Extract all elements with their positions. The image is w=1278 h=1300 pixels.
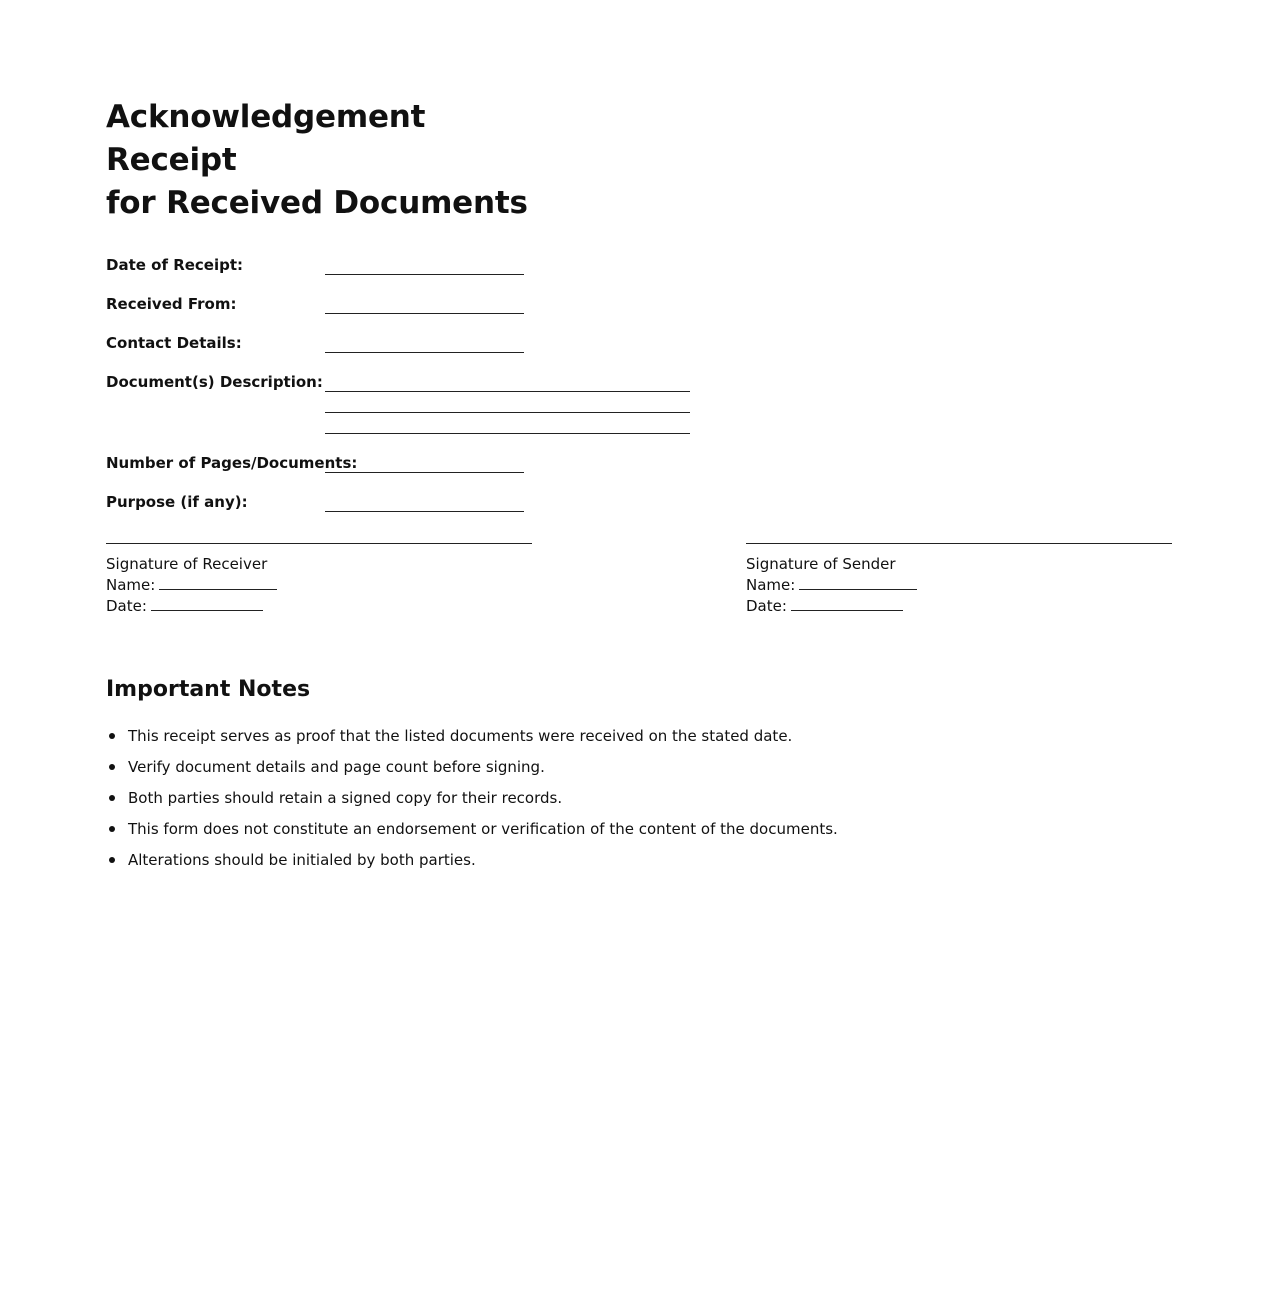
- receiver-signature-line[interactable]: [106, 543, 532, 544]
- signature-section: [106, 543, 1172, 633]
- description-blank-3[interactable]: [325, 433, 690, 434]
- bullet-icon: [109, 857, 115, 863]
- received-from-blank[interactable]: [325, 313, 524, 314]
- note-text: Verify document details and page count before signing.: [128, 758, 545, 776]
- sender-signature-title: Signature of Sender: [746, 555, 896, 573]
- important-notes-section: [106, 674, 1172, 881]
- bullet-icon: [109, 764, 115, 770]
- receiver-name-label: Name:: [106, 576, 156, 594]
- field-documents-description: [106, 372, 1172, 453]
- field-label: Number of Pages/Documents:: [106, 454, 358, 472]
- receipt-document: [106, 96, 1172, 869]
- field-label: Purpose (if any):: [106, 493, 248, 511]
- list-item: [128, 788, 1172, 809]
- sender-date-label: Date:: [746, 597, 787, 615]
- document-title: [106, 96, 536, 225]
- contact-details-blank[interactable]: [325, 352, 524, 353]
- sender-date-row: [746, 596, 1172, 617]
- field-received-from: [106, 294, 1172, 333]
- sender-signature-block: [746, 543, 1172, 617]
- date-of-receipt-blank[interactable]: [325, 274, 524, 275]
- receiver-name-row: [106, 575, 532, 596]
- receiver-date-row: [106, 596, 532, 617]
- list-item: [128, 819, 1172, 840]
- bullet-icon: [109, 826, 115, 832]
- number-of-pages-blank[interactable]: [325, 472, 524, 473]
- field-label: Contact Details:: [106, 334, 242, 352]
- receiver-date-blank[interactable]: [151, 596, 263, 611]
- list-item: [128, 850, 1172, 871]
- field-purpose: [106, 492, 1172, 531]
- sender-name-row: [746, 575, 1172, 596]
- description-blank-2[interactable]: [325, 412, 690, 413]
- note-text: This receipt serves as proof that the listed documents were received on the stated date.: [128, 727, 793, 745]
- note-text: Both parties should retain a signed copy for their records.: [128, 789, 563, 807]
- receipt-fields: [106, 255, 1172, 531]
- sender-name-label: Name:: [746, 576, 796, 594]
- purpose-blank[interactable]: [325, 511, 524, 512]
- title-line-2: for Received Documents: [106, 185, 528, 221]
- bullet-icon: [109, 795, 115, 801]
- field-number-of-pages: [106, 453, 1172, 492]
- field-label: Date of Receipt:: [106, 256, 244, 274]
- bullet-icon: [109, 733, 115, 739]
- notes-heading: Important Notes: [106, 677, 311, 702]
- list-item: [128, 757, 1172, 778]
- description-blank-1[interactable]: [325, 391, 690, 392]
- sender-name-blank[interactable]: [799, 575, 917, 590]
- receiver-date-label: Date:: [106, 597, 147, 615]
- note-text: This form does not constitute an endorsement or verification of the content of the documents.: [128, 820, 838, 838]
- field-label: Document(s) Description:: [106, 373, 323, 391]
- receiver-signature-block: [106, 543, 532, 617]
- receiver-name-blank[interactable]: [159, 575, 277, 590]
- field-date-of-receipt: [106, 255, 1172, 294]
- sender-date-blank[interactable]: [791, 596, 903, 611]
- note-text: Alterations should be initialed by both parties.: [128, 851, 476, 869]
- field-contact-details: [106, 333, 1172, 372]
- receiver-signature-title: Signature of Receiver: [106, 555, 268, 573]
- field-label: Received From:: [106, 295, 237, 313]
- sender-signature-line[interactable]: [746, 543, 1172, 544]
- list-item: [128, 726, 1172, 747]
- title-line-1: Acknowledgement Receipt: [106, 99, 426, 178]
- notes-list: [106, 726, 1172, 871]
